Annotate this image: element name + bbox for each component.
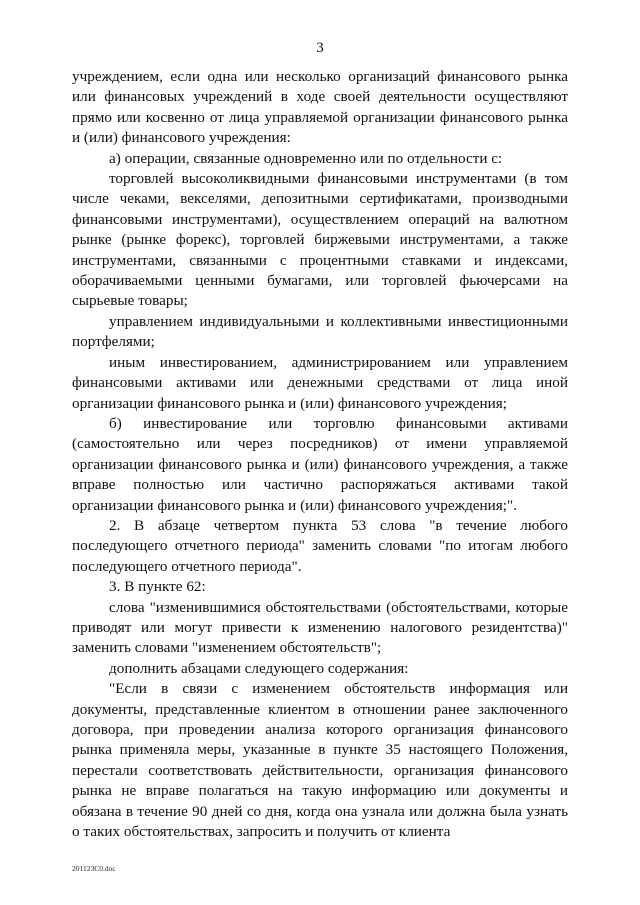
paragraph-portfolio-management: управлением индивидуальными и коллективными инвестиционными портфелями;	[72, 312, 568, 351]
paragraph-other-investing: иным инвестированием, администрированием или управлением финансовыми активами или денежными средствами от лица иной организации финансового рынка и (или) финансового учреждения;	[72, 353, 568, 412]
footer-file-code: 201123C0.doc	[72, 864, 116, 873]
paragraph-trading: торговлей высоколиквидными финансовыми инструментами (в том числе чеками, векселями, депозитными сертификатами, производными финансовыми инструментами), осуществлением операций на валютном рынке (рынке форекс), торговлей биржевыми инструментами, а также инструментами, связанными с процентными ставками и индексами, оборачиваемыми ценными бумагами, или торговлей фьючерсами на сырьевые товары;	[72, 170, 568, 310]
document-body	[72, 67, 568, 842]
paragraph-investing-b: б) инвестирование или торговлю финансовыми активами (самостоятельно или через посредников) от имени управляемой организации финансового рынка и (или) финансового учреждения, а также вправе полностью или частично распоряжаться активами такой организации финансового рынка и (или) финансового учреждения;".	[72, 414, 568, 514]
page-number: 3	[316, 40, 324, 56]
paragraph-add-clauses: дополнить абзацами следующего содержания:	[109, 659, 409, 677]
paragraph-words-replace: слова "изменившимися обстоятельствами (обстоятельствами, которые приводят или могут привести к изменению налогового резидентства)" заменить словами "изменением обстоятельств";	[72, 598, 568, 657]
paragraph-item-2: 2. В абзаце четвертом пункта 53 слова "в течение любого последующего отчетного периода" заменить словами "по итогам любого последующего отчетного периода".	[72, 516, 568, 575]
paragraph-quoted-clause: "Если в связи с изменением обстоятельств информация или документы, представленные клиентом в отношении ранее заключенного договора, при проведении анализа которого организация финансового рынка применяла меры, указанные в пункте 35 настоящего Положения, перестали соответствовать действительности, организация финансового рынка не вправе полагаться на такую информацию или документы и обязана в течение 90 дней со дня, когда она узнала или должна была узнать о таких обстоятельствах, запросить и получить от клиента	[72, 680, 568, 841]
paragraph-continuation: учреждением, если одна или несколько организаций финансового рынка или финансовых учреждений в ходе своей деятельности осуществляют прямо или косвенно от лица управляемой организации финансового рынка и (или) финансового учреждения:	[72, 68, 568, 147]
paragraph-operations-a: а) операции, связанные одновременно или по отдельности с:	[109, 149, 503, 167]
paragraph-item-3: 3. В пункте 62:	[109, 578, 206, 596]
